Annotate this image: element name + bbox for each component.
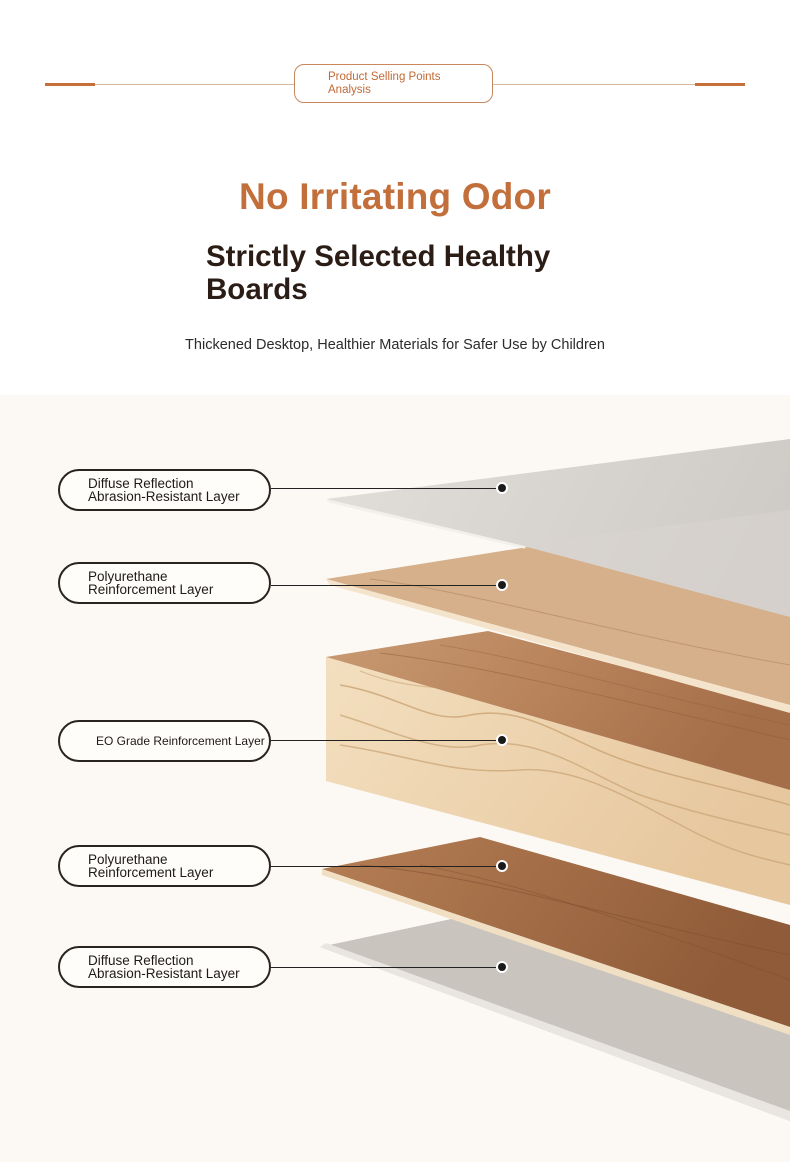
layer-label-fourth-text: Polyurethane Reinforcement Layer (88, 852, 214, 880)
layer-label-fourth (58, 845, 271, 887)
connector-line-bottom (271, 967, 502, 968)
layer-label-bottom (58, 946, 271, 988)
connector-dot-top (496, 482, 508, 494)
connector-dot-bottom (496, 961, 508, 973)
subheadline: Strictly Selected Healthy Boards (206, 240, 551, 306)
layer-label-top (58, 469, 271, 511)
connector-line-fourth (271, 866, 502, 867)
connector-line-core (271, 740, 502, 741)
connector-dot-core (496, 734, 508, 746)
connector-line-top (271, 488, 502, 489)
layer-label-bottom-text: Diffuse Reflection Abrasion-Resistant Layer (88, 953, 240, 981)
layer-label-core-text: EO Grade Reinforcement Layer (96, 734, 265, 748)
headline: No Irritating Odor (239, 176, 551, 217)
connector-dot-second (496, 579, 508, 591)
header-section (0, 0, 790, 395)
layer-label-core (58, 720, 271, 762)
section-badge: Product Selling Points Analysis (294, 64, 493, 103)
tagline: Thickened Desktop, Healthier Materials for Safer Use by Children (185, 337, 605, 353)
header-rule-accent-left (45, 83, 95, 86)
layer-label-top-text: Diffuse Reflection Abrasion-Resistant Layer (88, 476, 240, 504)
header-rule-accent-right (695, 83, 745, 86)
connector-line-second (271, 585, 502, 586)
layer-label-second (58, 562, 271, 604)
connector-dot-fourth (496, 860, 508, 872)
layer-label-second-text: Polyurethane Reinforcement Layer (88, 569, 214, 597)
